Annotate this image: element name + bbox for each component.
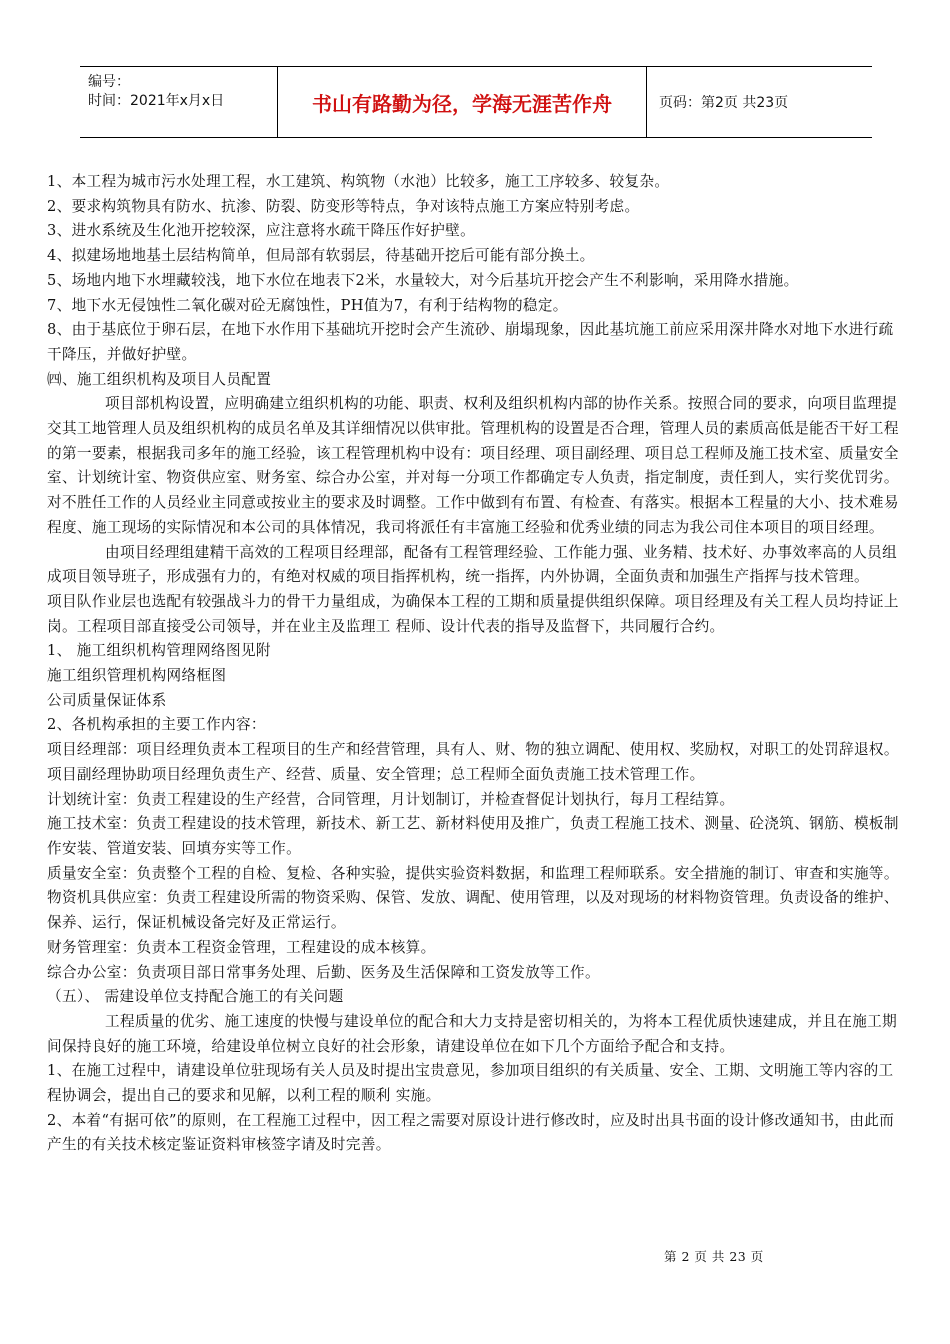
paragraph: 公司质量保证体系 [47, 691, 167, 709]
document-number: 编号： [88, 74, 130, 90]
paragraph: 7、地下水无侵蚀性二氧化碳对砼无腐蚀性，PH值为7，有利于结构物的稳定。 [47, 296, 568, 314]
paragraph: 2、本着“有据可依”的原则，在工程施工过程中，因工程之需要对原设计进行修改时，应及时出具书面的设计修改通知书，由此而产生的有关技术核定鉴证资料审核签字请及时完善。 [47, 1111, 895, 1154]
header-page-info: 页码：第2页 共23页 [659, 95, 789, 111]
section-heading: ㈣、施工组织机构及项目人员配置 [47, 370, 272, 388]
paragraph: 施工组织管理机构网络框图 [47, 667, 227, 685]
paragraph: 综合办公室：负责项目部日常事务处理、后勤、医务及生活保障和工资发放等工作。 [47, 963, 600, 981]
paragraph: 2、各机构承担的主要工作内容： [47, 716, 266, 734]
paragraph: 3、进水系统及生化池开挖较深，应注意将水疏干降压作好护壁。 [47, 222, 476, 240]
paragraph: 项目部机构设置，应明确建立组织机构的功能、职责、权利及组织机构内部的协作关系。按照合同的要求，向项目监理提交其工地管理人员及组织机构的成员名单及其详细情况以供审批。管理机构的设置是否合理，管理人员的素质高低是能否干好工程的第一要素，根据我司多年的施工经验，该工程管理机构中设有：项目经理、项目副经理、项目总工程师及施工技术室、质量安全室、计划统计室、物资供应室、财务室、综合办公室，并对每一分项工作都确定专人负责，指定制度，责任到人，实行奖优罚劣。对不胜任工作的人员经业主同意或按业主的要求及时调整。工作中做到有布置、有检查、有落实。根据本工程量的大小、技术难易程度、施工现场的实际情况和本公司的具体情况，我司将派任有丰富施工经验和优秀业绩的同志为我公司住本项目的项目经理。 [47, 395, 899, 536]
paragraph: 4、拟建场地地基土层结构简单，但局部有软弱层，待基础开挖后可能有部分换土。 [47, 247, 595, 265]
paragraph: 财务管理室：负责本工程资金管理，工程建设的成本核算。 [47, 938, 436, 956]
paragraph: 2、要求构筑物具有防水、抗渗、防裂、防变形等特点，争对该特点施工方案应特别考虑。 [47, 197, 640, 215]
paragraph: 项目经理部：项目经理负责本工程项目的生产和经营管理，具有人、财、物的独立调配、使用权、奖励权，对职工的处罚辞退权。项目副经理协助项目经理负责生产、经营、质量、安全管理；总工程师全面负责施工技术管理工作。 [47, 741, 899, 783]
paragraph: 1、 施工组织机构管理网络图见附 [47, 642, 271, 660]
paragraph: 1、本工程为城市污水处理工程，水工建筑、构筑物（水池）比较多，施工工序较多、较复杂。 [47, 173, 670, 190]
page-footer: 第 2 页 共 23 页 [664, 1249, 764, 1264]
paragraph: 1、在施工过程中，请建设单位驻现场有关人员及时提出宝贵意见，参加项目组织的有关质量、安全、工期、文明施工等内容的工程协调会，提出自己的要求和见解，以利工程的顺利 实施。 [47, 1062, 894, 1105]
paragraph: 5、场地内地下水埋藏较浅，地下水位在地表下2米，水量较大，对今后基坑开挖会产生不利影响，采用降水措施。 [47, 271, 799, 289]
paragraph: 项目队作业层也选配有较强战斗力的骨干力量组成，为确保本工程的工期和质量提供组织保障。项目经理及有关工程人员均持证上岗。工程项目部直接受公司领导，并在业主及监理工 程师、设计代表的指导及监督下，共同履行合约。 [47, 592, 899, 635]
paragraph: 物资机具供应室：负责工程建设所需的物资采购、保管、发放、调配、使用管理，以及对现场的材料物资管理。负责设备的维护、保养、运行，保证机械设备完好及正常运行。 [47, 889, 899, 932]
document-date: 时间：2021年x月x日 [88, 93, 225, 109]
paragraph: 质量安全室：负责整个工程的自检、复检、各种实验，提供实验资料数据，和监理工程师联系。安全措施的制订、审查和实施等。 [47, 864, 899, 882]
paragraph: 计划统计室：负责工程建设的生产经营，合同管理，月计划制订，并检查督促计划执行，每月工程结算。 [47, 790, 735, 808]
page-header [80, 66, 872, 138]
paragraph: 施工技术室：负责工程建设的技术管理，新技术、新工艺、新材料使用及推广，负责工程施工技术、测量、砼浇筑、钢筋、模板制作安装、管道安装、回填夯实等工作。 [47, 815, 899, 857]
paragraph: 工程质量的优劣、施工速度的快慢与建设单位的配合和大力支持是密切相关的，为将本工程优质快速建成，并且在施工期间保持良好的施工环境，给建设单位树立良好的社会形象，请建设单位在如下几个方面给予配合和支持。 [47, 1012, 898, 1055]
paragraph: 由项目经理组建精干高效的工程项目经理部，配备有工程管理经验、工作能力强、业务精、技术好、办事效率高的人员组成项目领导班子，形成强有力的，有绝对权威的项目指挥机构，统一指挥，内外协调，全面负责和加强生产指挥与技术管理。 [47, 543, 898, 586]
document-body [47, 170, 905, 1158]
section-heading: （五）、 需建设单位支持配合施工的有关问题 [47, 988, 344, 1006]
header-meta [80, 67, 278, 137]
header-motto: 书山有路勤为径，学海无涯苦作舟 [278, 67, 647, 137]
paragraph: 8、由于基底位于卵石层，在地下水作用下基础坑开挖时会产生流砂、崩塌现象，因此基坑施工前应采用深井降水对地下水进行疏干降压，并做好护壁。 [47, 321, 894, 363]
